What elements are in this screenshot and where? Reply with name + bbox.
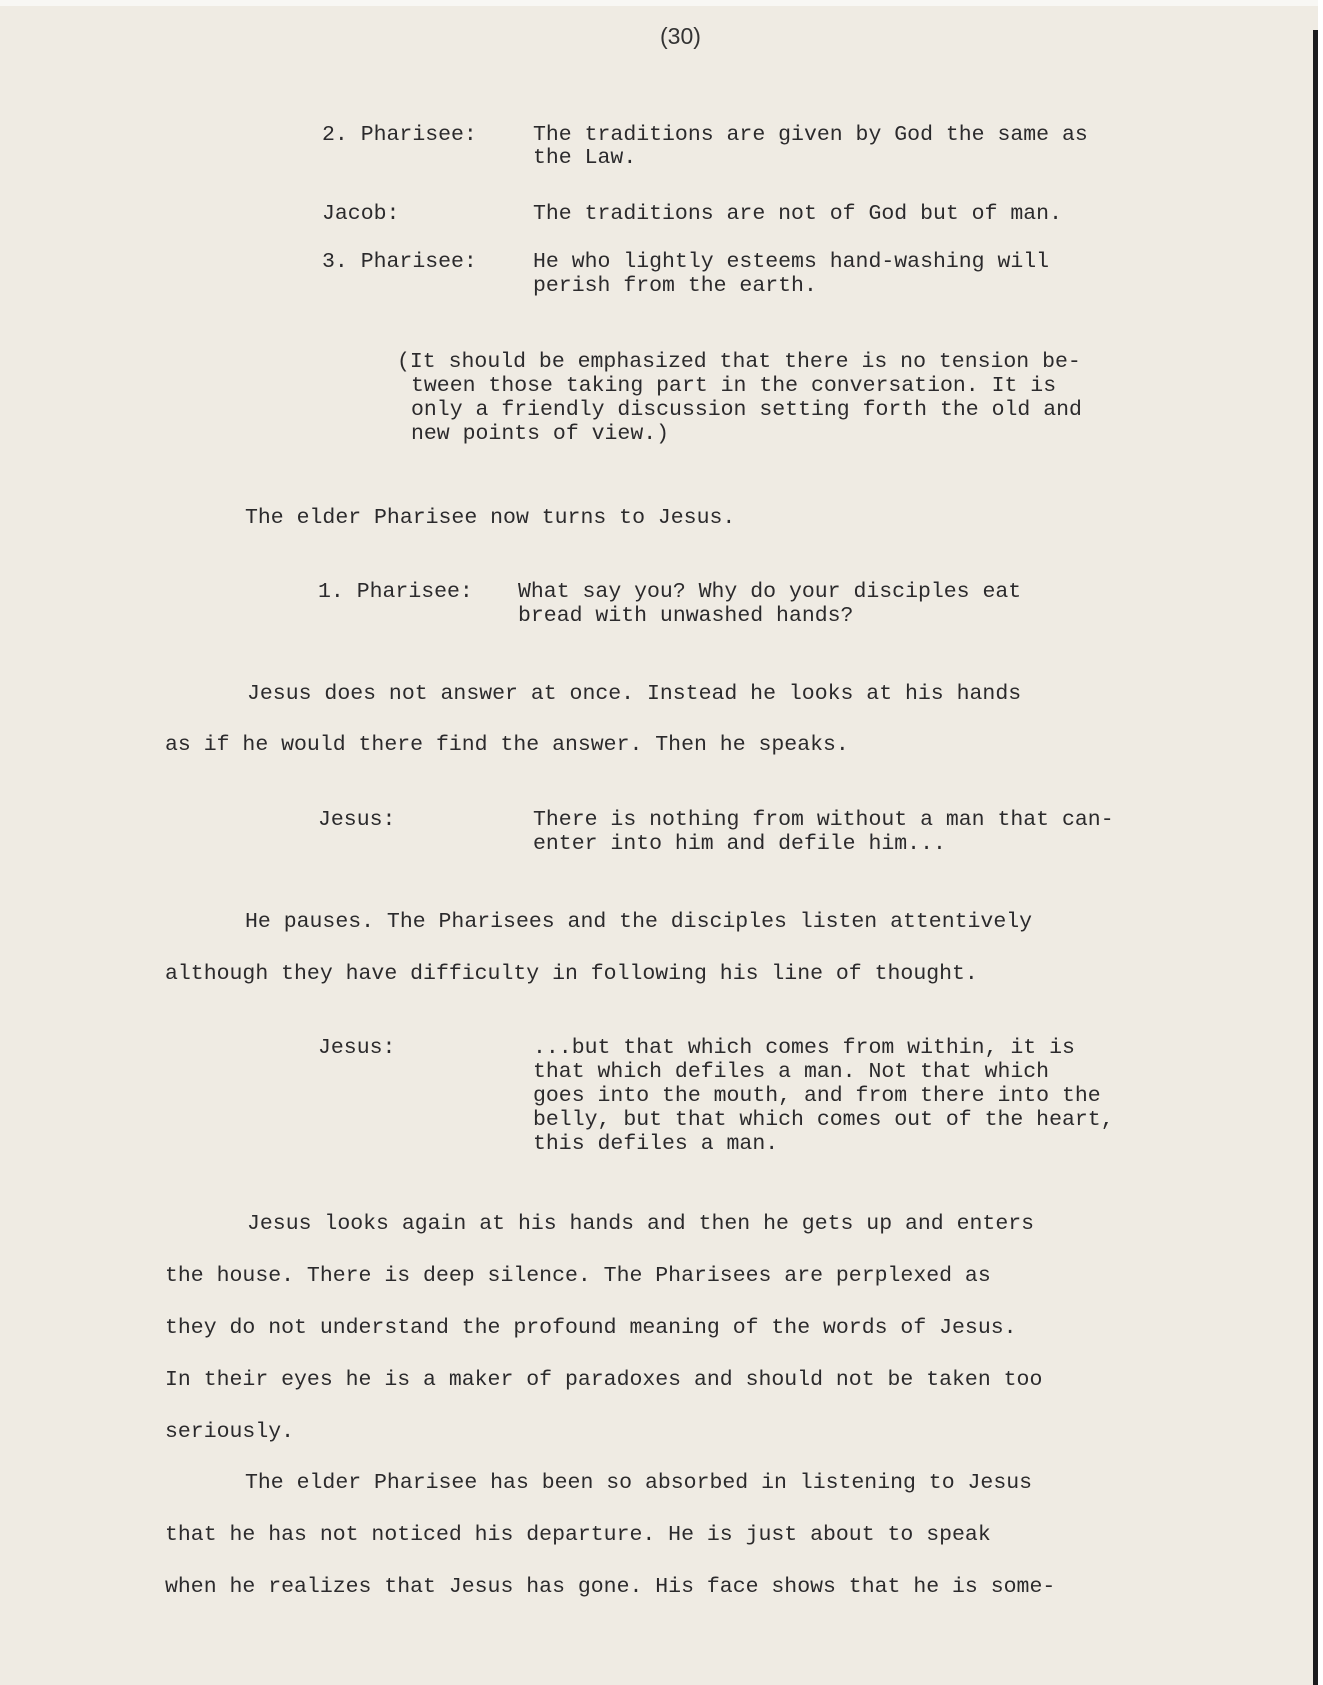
narration-line: although they have difficulty in following his line of thought. xyxy=(165,962,978,986)
narration-line: The elder Pharisee has been so absorbed in listening to Jesus xyxy=(245,1471,1033,1495)
narration-line: seriously. xyxy=(165,1420,295,1444)
dialogue-line: belly, but that which comes out of the heart, xyxy=(533,1108,1114,1132)
speaker-label: 1. Pharisee: xyxy=(318,580,473,604)
narration-line: In their eyes he is a maker of paradoxes and should not be taken too xyxy=(165,1368,1043,1392)
stage-note-line: (It should be emphasized that there is no tension be- xyxy=(397,350,1081,374)
scan-right-border xyxy=(1313,30,1318,1685)
speaker-label: Jesus: xyxy=(318,1036,396,1060)
narration-line: as if he would there find the answer. Then he speaks. xyxy=(165,733,849,757)
dialogue-line: this defiles a man. xyxy=(533,1132,779,1156)
speaker-label: Jesus: xyxy=(318,808,396,832)
dialogue-line: perish from the earth. xyxy=(533,274,817,298)
narration-line: Jesus does not answer at once. Instead he looks at his hands xyxy=(247,682,1022,706)
stage-note-line: tween those taking part in the conversation. It is xyxy=(411,374,1057,398)
narration-line: the house. There is deep silence. The Pharisees are perplexed as xyxy=(165,1264,991,1288)
dialogue-line: He who lightly esteems hand-washing will xyxy=(533,250,1050,274)
narration-line: they do not understand the profound meaning of the words of Jesus. xyxy=(165,1316,1017,1340)
stage-note-line: new points of view.) xyxy=(411,422,670,446)
dialogue-line: that which defiles a man. Not that which xyxy=(533,1060,1050,1084)
narration-line: He pauses. The Pharisees and the disciples listen attentively xyxy=(245,910,1033,934)
dialogue-line: The traditions are not of God but of man. xyxy=(533,202,1062,226)
narration-line: The elder Pharisee now turns to Jesus. xyxy=(245,506,736,530)
narration-line: that he has not noticed his departure. He is just about to speak xyxy=(165,1523,991,1547)
dialogue-line: enter into him and defile him... xyxy=(533,832,946,856)
dialogue-line: ...but that which comes from within, it is xyxy=(533,1036,1075,1060)
dialogue-line: bread with unwashed hands? xyxy=(518,604,854,628)
dialogue-line: There is nothing from without a man that can- xyxy=(533,808,1114,832)
dialogue-line: The traditions are given by God the same as xyxy=(533,123,1088,147)
speaker-label: 2. Pharisee: xyxy=(322,123,477,147)
dialogue-line: goes into the mouth, and from there into the xyxy=(533,1084,1101,1108)
narration-line: when he realizes that Jesus has gone. His face shows that he is some- xyxy=(165,1575,1056,1599)
speaker-label: Jacob: xyxy=(322,202,400,226)
dialogue-line: the Law. xyxy=(533,146,637,170)
dialogue-line: What say you? Why do your disciples eat xyxy=(518,580,1022,604)
paper-top-edge xyxy=(0,0,1318,6)
speaker-label: 3. Pharisee: xyxy=(322,250,477,274)
page-number: (30) xyxy=(660,23,701,49)
stage-note-line: only a friendly discussion setting forth the old and xyxy=(411,398,1082,422)
narration-line: Jesus looks again at his hands and then he gets up and enters xyxy=(247,1212,1035,1236)
